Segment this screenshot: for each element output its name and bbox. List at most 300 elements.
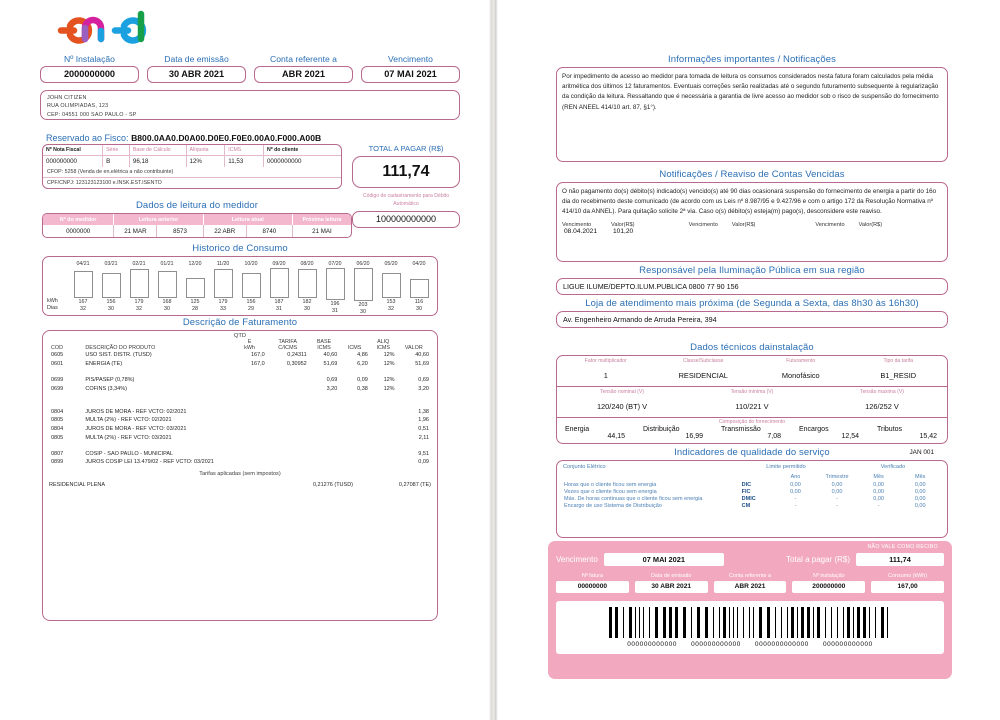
slip-field-caption: Conta referente a — [729, 573, 771, 579]
overdue-valor-label-1: Valor(R$) — [611, 221, 635, 228]
quality-cell-trimestre: 0,00 — [831, 481, 843, 488]
overdue-entry-3 — [815, 222, 942, 235]
quality-row — [563, 481, 941, 488]
barcode-bar — [651, 607, 654, 638]
barcode-bar — [637, 607, 638, 638]
overdue-body: O não pagamento do(s) débito(s) indicado(s) vencido(s) até 90 dias ocasionará suspensão do fornecimento de energia a partir do 16o dia do recebimento deste comunicado (de acordo com us Leis nº 8.987/95 e 9.427/96 e com o artigo 172 da Resolução Normativa nº 414/10 da ANNEL). Para quitação solicite 2ª via. Caso o(s) débito(s) esteja(m) pago(s), desconsidere este reaviso. — [562, 188, 937, 216]
barcode-bar — [821, 607, 824, 638]
tech-title: Dados técnicos dainstalação — [690, 342, 814, 353]
quality-cell-mes-limite: - — [877, 503, 880, 510]
notifications-block — [556, 54, 948, 162]
fiscal-cfop: CFOP: 5258 (Venda de en.elétrica a não contribuinte) — [43, 167, 341, 178]
quality-cell-mes-limite: 0,00 — [873, 488, 884, 495]
barcode-bar — [775, 607, 776, 638]
billing-cell-cod: 0807 — [51, 450, 64, 457]
billing-cell-desc: JUROS COSIP LEI 13.479/02 - REF VCTO: 03/2021 — [85, 459, 214, 466]
consumption-history-block — [42, 243, 438, 316]
barcode-bar — [683, 607, 686, 638]
meter-prev-value: 8573 — [157, 225, 203, 237]
billing-cell-cod: 0804 — [51, 426, 64, 433]
barcode-bar — [625, 607, 628, 638]
customer-street: RUA OLIMPIADAS, 123 — [47, 103, 109, 110]
barcode-bar — [753, 607, 754, 638]
history-bar-zone — [377, 268, 405, 298]
billing-cell-desc: JUROS DE MORA - REF VCTO: 03/2021 — [85, 426, 187, 433]
history-month-label: 09/20 — [272, 261, 286, 267]
overdue-box — [556, 182, 948, 262]
history-bar — [74, 271, 93, 298]
barcode-digits — [627, 641, 873, 648]
quality-table — [563, 474, 941, 510]
billing-cell-valor: 1,38 — [418, 408, 429, 415]
barcode-bar — [875, 607, 876, 638]
history-bar-zone — [181, 268, 209, 298]
billing-description-block — [42, 317, 438, 621]
notifications-body: Por impedimento de acesso ao medidor para tomada de leitura os consumos considerados nesta fatura foram calculados pela média aritmética dos últimos 12 faturamentos. Eventuais correções serão realizadas até o segundo futuramento subsequente à regularização da condição da leitura. Ressaltando que é necessária a garantia de livre acesso ao medidor sob o risco de suspensão do fornecimento (REN ANEEL 414/10 art. 87, §1°). — [562, 73, 939, 111]
meter-th-numero: Nº do medidor — [43, 214, 114, 225]
billing-cell-icms — [339, 449, 370, 458]
history-days-value: 28 — [192, 306, 198, 312]
history-month-label: 11/20 — [216, 261, 230, 267]
billing-cell-base — [309, 433, 340, 442]
barcode-bar — [889, 607, 890, 638]
barcode-bar — [719, 607, 720, 638]
barcode-bar — [801, 607, 804, 638]
tech-comp-caption: Composição do fornecimento — [718, 419, 786, 425]
barcode-area — [556, 601, 944, 654]
history-month-label: 02/21 — [132, 261, 146, 267]
tech-comp-value: 16,99 — [685, 433, 703, 440]
history-bar-column — [237, 260, 265, 313]
slip-field-value: 00000000 — [556, 581, 629, 593]
history-kwh-value: 153 — [386, 299, 396, 305]
barcode-bars — [609, 607, 891, 638]
tech-val-fator: 1 — [603, 371, 608, 380]
billing-cell-valor: 40,60 — [415, 352, 429, 359]
store-title: Loja de atendimento mais próxima (de Segunda a Sexta, das 8h30 às 16h30) — [585, 298, 919, 309]
billing-cell-base: 3,20 — [326, 385, 338, 392]
overdue-valor-value-1: 101,20 — [613, 227, 634, 235]
slip-venc-label: Vencimento — [556, 555, 598, 564]
fiscal-td-serie: B — [103, 156, 130, 168]
technical-data-block — [556, 342, 948, 444]
billing-th-base-icms: ICMS — [317, 345, 331, 351]
billing-cell-valor: 2,11 — [418, 434, 429, 441]
billing-cell-base — [309, 458, 340, 467]
tarifa-name: RESIDENCIAL PLENA — [49, 481, 106, 488]
billing-cell-tarifa — [267, 376, 309, 385]
barcode-bar — [827, 607, 830, 638]
quality-cell-trimestre: - — [836, 503, 838, 510]
barcode-bar — [853, 607, 854, 638]
barcode-bar — [639, 607, 640, 638]
history-kwh-value: 168 — [162, 299, 172, 305]
history-month-label: 04/21 — [76, 261, 90, 267]
barcode-bar — [867, 607, 868, 638]
meter-next-date: 21 MAI — [312, 227, 332, 235]
quality-cell-trimestre: 0,00 — [831, 488, 843, 495]
billing-cell-icms: 6,20 — [357, 361, 368, 368]
history-month-label: 05/20 — [384, 261, 398, 267]
history-month-label: 04/20 — [412, 261, 426, 267]
billing-th-cod: COD — [51, 345, 63, 351]
tech-cap-fator: Fator multiplicador — [584, 358, 627, 364]
tech-cap-maxima: Tensão maxima (V) — [860, 389, 904, 395]
barcode-bar — [813, 607, 814, 638]
barcode-bar — [693, 607, 696, 638]
quality-cell-code: CM — [741, 503, 751, 510]
history-days-value: 30 — [164, 306, 170, 312]
history-days-value: 30 — [360, 309, 366, 315]
billing-cell-cod: 0699 — [51, 376, 64, 383]
barcode-bar — [811, 607, 812, 638]
history-title: Historico de Consumo — [192, 243, 288, 254]
overdue-valor-label-3: Valor(R$) — [858, 221, 883, 228]
slip-field-value: 30 ABR 2021 — [635, 581, 708, 593]
barcode-bar — [787, 607, 788, 638]
notifications-box — [556, 67, 948, 162]
tarifa-tusd: 0,21276 (TUSD) — [312, 481, 353, 488]
history-bar-column — [153, 260, 181, 313]
history-bar — [354, 268, 373, 301]
overdue-entry-2 — [689, 222, 816, 235]
tech-row-1 — [557, 356, 947, 387]
tech-tensao-nominal — [557, 387, 687, 417]
barcode-bar — [877, 607, 880, 638]
quality-verificado-label: Verificado — [880, 464, 906, 470]
overdue-venc-label-2: Vencimento — [688, 221, 718, 228]
barcode-bar — [777, 607, 780, 638]
quality-th-mes2: Mês — [915, 474, 926, 480]
history-kwh-value: 125 — [190, 299, 200, 305]
billing-th-kwh: kWh — [244, 345, 255, 351]
barcode-bar — [701, 607, 704, 638]
history-label-dias: Dias — [47, 305, 58, 311]
meter-reading-block — [42, 200, 352, 238]
lighting-box — [556, 278, 948, 295]
notifications-title: Informações importantes / Notificações — [667, 54, 836, 65]
billing-th-cicms: C/ICMS — [278, 345, 298, 351]
history-days-value: 32 — [80, 306, 86, 312]
meter-th-anterior: Leitura anterior — [114, 214, 203, 225]
billing-row — [49, 416, 431, 425]
history-bar-zone — [209, 268, 237, 298]
quality-row — [563, 488, 941, 495]
header-label-referente: Conta referente a — [270, 54, 337, 64]
history-bar — [270, 268, 289, 298]
header-field-emissao — [147, 54, 246, 83]
barcode-bar — [825, 607, 826, 638]
history-days-value: 30 — [304, 306, 310, 312]
history-bar — [186, 278, 205, 298]
barcode-bar — [713, 607, 714, 638]
billing-cell-tarifa — [267, 425, 309, 434]
barcode-bar — [633, 607, 634, 638]
history-kwh-value: 167 — [78, 299, 88, 305]
history-bar-zone — [69, 268, 97, 298]
billing-title: Descrição de Faturamento — [182, 317, 298, 328]
history-bar — [326, 268, 345, 300]
barcode-bar — [667, 607, 668, 638]
quality-th-mes1: Mês — [873, 474, 884, 480]
barcode-bar — [697, 607, 700, 638]
quality-cell-mes-verificado: 0,00 — [914, 503, 926, 510]
barcode-bar — [763, 607, 766, 638]
meter-title: Dados de leitura do medidor — [135, 200, 259, 211]
history-bar — [242, 273, 261, 298]
fiscal-data-row — [43, 156, 341, 168]
quality-period: JAN 001 — [909, 449, 934, 456]
billing-cell-aliq — [370, 416, 397, 425]
customer-name: JOHN CITIZEN — [47, 95, 87, 101]
barcode-bar — [649, 607, 650, 638]
billing-row — [49, 376, 431, 385]
overdue-entries — [557, 222, 947, 239]
barcode-bar — [881, 607, 884, 638]
tech-cap-minima: Tensão mínima (V) — [730, 389, 774, 395]
slip-field-caption: Nº instalação — [812, 573, 845, 579]
quality-cell-ano: 0,00 — [790, 488, 801, 495]
billing-cell-base — [309, 449, 340, 458]
billing-cell-valor: 0,51 — [418, 426, 429, 433]
barcode-bar — [857, 607, 860, 638]
store-value: Av. Engenheiro Armando de Arruda Pereira, 394 — [563, 315, 717, 324]
fiscal-td-aliquota: 12% — [186, 156, 225, 168]
barcode-digit-group: 000000000000 — [822, 640, 873, 648]
barcode-bar — [675, 607, 678, 638]
billing-cell-tarifa — [267, 384, 309, 393]
fiscal-th-nota: Nº Nota Fiscal — [43, 145, 103, 156]
billing-cell-icms: 0,09 — [357, 376, 368, 383]
barcode-bar — [869, 607, 870, 638]
tech-row-2 — [557, 387, 947, 418]
barcode-bar — [619, 607, 622, 638]
history-bar-zone — [125, 268, 153, 298]
total-to-pay-block — [352, 144, 460, 228]
billing-cell-valor: 51,69 — [415, 361, 429, 368]
billing-cell-icms — [339, 416, 370, 425]
billing-cell-base — [309, 416, 340, 425]
tech-val-futuramento: Monofásico — [781, 371, 820, 380]
billing-qtd-label: QTD — [233, 333, 247, 339]
billing-th-base: BASE — [316, 339, 332, 345]
quality-conjunto-label: Conjunto Elétrico — [563, 464, 606, 470]
barcode-bar — [791, 607, 794, 638]
billing-cell-aliq — [370, 407, 397, 416]
history-month-label: 10/20 — [244, 261, 258, 267]
overdue-venc-value-1: 08.04.2021 — [564, 227, 598, 235]
barcode-bar — [833, 607, 836, 638]
history-days-value: 32 — [136, 306, 142, 312]
barcode-bar — [623, 607, 624, 638]
barcode-bar — [615, 607, 618, 638]
overdue-entry-1 — [562, 222, 689, 235]
fiscal-td-icms: 11,53 — [225, 156, 264, 168]
barcode-digit-group: 000000000000 — [691, 640, 741, 648]
slip-row-due-total — [556, 553, 944, 566]
tech-tensao-maxima — [817, 387, 947, 417]
billing-cell-kwh — [232, 449, 266, 458]
billing-cell-base: 51,69 — [323, 361, 338, 368]
barcode-bar — [737, 607, 738, 638]
tech-val-minima: 110/221 V — [735, 402, 769, 411]
billing-row — [49, 384, 431, 393]
billing-cell-cod: 0601 — [51, 361, 64, 368]
slip-field-value: 200000000 — [792, 581, 865, 593]
billing-cell-cod: 0805 — [51, 434, 64, 441]
meter-curr-date: 22 ABR — [203, 225, 246, 237]
barcode-bar — [721, 607, 722, 638]
quality-cell-code: FIC — [741, 488, 751, 495]
fiscal-key-line — [46, 133, 321, 143]
history-kwh-value: 156 — [106, 299, 116, 305]
billing-spacer-row — [49, 393, 431, 400]
tech-comp-value: 15,42 — [919, 433, 937, 440]
history-bar-column — [125, 260, 153, 313]
billing-cell-kwh — [232, 458, 266, 467]
page-fold-divider — [489, 0, 498, 720]
barcode-bar — [745, 607, 748, 638]
history-bar — [130, 269, 149, 298]
barcode-bar — [727, 607, 728, 638]
history-bar-column — [321, 260, 349, 313]
tech-comp-name: Distribuição — [643, 426, 680, 433]
barcode-bar — [635, 607, 636, 638]
slip-field-value: 167,00 — [871, 581, 944, 593]
barcode-bar — [673, 607, 674, 638]
history-days-value: 29 — [248, 306, 254, 312]
fiscal-td-base: 96,18 — [129, 156, 186, 168]
billing-cell-tarifa — [267, 433, 309, 442]
history-bar-zone — [97, 268, 125, 298]
history-kwh-value: 179 — [134, 299, 144, 305]
overdue-venc-label-1: Vencimento — [562, 221, 592, 228]
tech-comp-value: 12,54 — [841, 433, 859, 440]
barcode-bar — [847, 607, 850, 638]
barcode-bar — [807, 607, 810, 638]
quality-cell-code: DIC — [741, 481, 752, 488]
barcode-bar — [843, 607, 844, 638]
tech-classe — [655, 356, 753, 386]
meter-number: 0000000 — [43, 225, 114, 237]
billing-th-e: E — [247, 339, 252, 345]
history-days-value: 33 — [220, 306, 226, 312]
barcode-bar — [771, 607, 774, 638]
billing-row — [49, 407, 431, 416]
quality-cell-mes-verificado: 0,00 — [914, 488, 926, 495]
barcode-bar — [767, 607, 770, 638]
billing-row — [49, 425, 431, 434]
history-kwh-value: 179 — [218, 299, 228, 305]
quality-cell-trimestre: - — [836, 495, 838, 502]
billing-cell-tarifa: 0,24311 — [287, 352, 307, 359]
tech-futuramento — [752, 356, 850, 386]
tech-tipo-tarifa — [850, 356, 948, 386]
billing-cell-kwh — [232, 384, 266, 393]
history-bar-zone — [265, 268, 293, 298]
quality-title: Indicadores de qualidade do serviço — [674, 447, 830, 458]
barcode-bar — [861, 607, 862, 638]
billing-cell-kwh — [232, 425, 266, 434]
billing-cell-aliq: 12% — [383, 385, 395, 392]
billing-spacer-row — [49, 369, 431, 376]
barcode-bar — [663, 607, 666, 638]
tech-row-composition — [557, 418, 947, 443]
billing-row — [49, 433, 431, 442]
history-bar — [298, 269, 317, 298]
billing-cell-aliq: 12% — [383, 352, 395, 359]
billing-th-icms: ICMS — [347, 345, 362, 351]
quality-cell-code: DMIC — [741, 495, 756, 502]
billing-cell-kwh: 167,0 — [250, 352, 265, 359]
history-kwh-value: 156 — [246, 299, 256, 305]
meter-curr-value: 8740 — [246, 225, 292, 237]
barcode-bar — [643, 607, 644, 638]
billing-cell-tarifa: 0,30952 — [286, 361, 307, 368]
history-kwh-value: 203 — [358, 302, 368, 308]
barcode-bar — [743, 607, 744, 638]
barcode-bar — [815, 607, 816, 638]
slip-not-receipt-note: NÃO VALE COMO RECIBO — [867, 544, 938, 550]
header-value-referente: ABR 2021 — [254, 66, 353, 83]
barcode-bar — [723, 607, 726, 638]
billing-cell-tarifa — [267, 407, 309, 416]
slip-field — [714, 573, 787, 593]
barcode-bar — [751, 607, 752, 638]
barcode-bar — [781, 607, 782, 638]
billing-cell-tarifa — [267, 458, 309, 467]
billing-cell-base — [309, 407, 340, 416]
billing-cell-aliq — [370, 458, 397, 467]
billing-cell-cod: 0699 — [51, 385, 64, 392]
barcode-bar — [609, 607, 612, 638]
billing-cell-kwh — [232, 407, 266, 416]
header-value-instalacao: 2000000000 — [40, 66, 139, 83]
history-bar-column — [181, 260, 209, 313]
barcode-bar — [839, 607, 842, 638]
auto-debit-code: 100000000000 — [352, 211, 460, 228]
barcode-bar — [831, 607, 832, 638]
history-days-value: 31 — [276, 306, 282, 312]
slip-total-label: Total a pagar (R$) — [785, 555, 850, 564]
barcode-bar — [733, 607, 734, 638]
billing-cell-cod: 0899 — [51, 459, 64, 466]
barcode-bar — [795, 607, 796, 638]
tarifa-te: 0,27087 (TE) — [398, 481, 431, 488]
history-days-value: 30 — [416, 306, 422, 312]
header-field-referente — [254, 54, 353, 83]
barcode-bar — [687, 607, 690, 638]
billing-th-desc: DESCRIÇÃO DO PRODUTO — [85, 345, 156, 351]
tech-fator-multiplicador — [557, 356, 655, 386]
history-row-labels — [47, 259, 69, 313]
barcode-bar — [749, 607, 750, 638]
barcode-bar — [789, 607, 790, 638]
slip-venc-value: 07 MAI 2021 — [604, 553, 724, 566]
fiscal-header-row — [43, 145, 341, 156]
billing-cell-desc: ENERGIA (TE) — [85, 361, 123, 368]
billing-cell-aliq — [370, 425, 397, 434]
header-field-vencimento — [361, 54, 460, 83]
billing-cell-desc: USO SIST. DISTR. (TUSD) — [85, 352, 152, 359]
history-bar-zone — [153, 268, 181, 298]
public-lighting-block — [556, 265, 948, 295]
tech-cap-classe: Classe/Subclasse — [683, 358, 724, 364]
history-bars — [69, 260, 433, 313]
tech-cap-tipo: Tipo da tarifa — [883, 358, 914, 364]
fiscal-th-icms: ICMS — [225, 145, 264, 156]
slip-field-value: ABR 2021 — [714, 581, 787, 593]
